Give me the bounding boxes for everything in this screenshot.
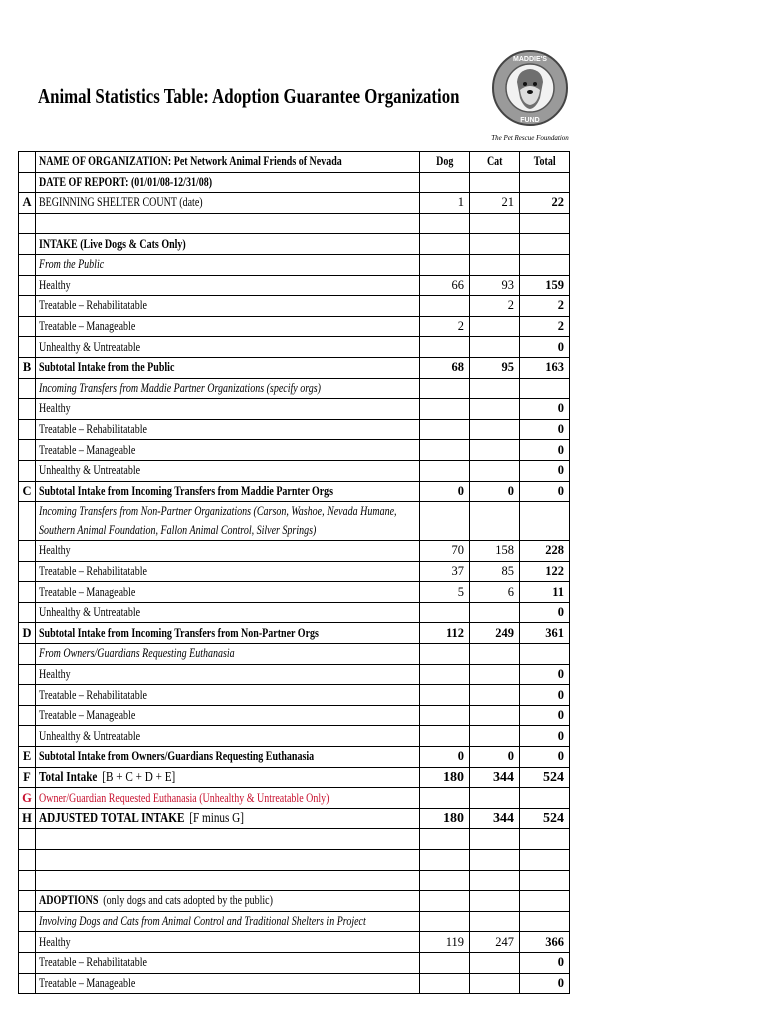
- table-row: [19, 213, 570, 234]
- row-letter: [19, 399, 36, 420]
- row-label: [36, 378, 420, 399]
- cell-dog: [420, 705, 470, 726]
- table-row: [19, 788, 570, 809]
- cell-dog: 119: [420, 932, 470, 953]
- cell-dog: 70: [420, 541, 470, 562]
- cell-cat: [470, 378, 520, 399]
- cell-cat: [470, 213, 520, 234]
- row-label-text: Treatable – Manageable: [39, 975, 136, 990]
- organization-name: NAME OF ORGANIZATION: Pet Network Animal Friends of Nevada: [36, 152, 420, 173]
- cell-total: 0: [520, 705, 570, 726]
- row-label: [36, 337, 420, 358]
- row-label: [36, 788, 420, 809]
- cell-dog: [420, 952, 470, 973]
- cell-dog: 1: [420, 193, 470, 214]
- cell-cat: 2: [470, 296, 520, 317]
- row-label: [36, 891, 420, 912]
- cell-dog: [420, 254, 470, 275]
- column-header-total: Total: [520, 152, 570, 173]
- cell-dog: [420, 829, 470, 850]
- row-label: [36, 850, 420, 871]
- row-label-text: ADJUSTED TOTAL INTAKE: [39, 811, 185, 827]
- row-label-text: Healthy: [39, 277, 71, 292]
- cell-total: 361: [520, 623, 570, 644]
- table-row: [19, 664, 570, 685]
- table-row: [19, 623, 570, 644]
- cell-dog: [420, 296, 470, 317]
- cell-total: [520, 891, 570, 912]
- row-letter: [19, 172, 36, 193]
- cell-total: 0: [520, 337, 570, 358]
- cell-cat: [470, 788, 520, 809]
- cell-total: [520, 911, 570, 932]
- cell-cat: 0: [470, 481, 520, 502]
- cell-cat: [470, 602, 520, 623]
- row-label-text: Treatable – Rehabilitatable: [39, 563, 147, 578]
- cell-dog: [420, 973, 470, 994]
- cell-cat: [470, 891, 520, 912]
- cell-total: 228: [520, 541, 570, 562]
- cell-cat: 6: [470, 582, 520, 603]
- row-letter: [19, 829, 36, 850]
- cell-total: 0: [520, 973, 570, 994]
- row-label-text: Treatable – Rehabilitatable: [39, 298, 147, 313]
- row-label-text: Unhealthy & Untreatable: [39, 728, 141, 743]
- row-label-text: Treatable – Manageable: [39, 708, 136, 723]
- row-label-text: Treatable – Manageable: [39, 442, 136, 457]
- table-row: [19, 502, 570, 541]
- table-row: [19, 747, 570, 768]
- row-label-text: Incoming Transfers from Maddie Partner Organizations (specify orgs): [39, 380, 321, 395]
- table-row: [19, 275, 570, 296]
- table-row: [19, 705, 570, 726]
- row-letter: [19, 337, 36, 358]
- cell-dog: 0: [420, 481, 470, 502]
- row-label-text: Unhealthy & Untreatable: [39, 463, 141, 478]
- cell-dog: [420, 419, 470, 440]
- cell-cat: 249: [470, 623, 520, 644]
- cell-cat: 93: [470, 275, 520, 296]
- row-letter: [19, 440, 36, 461]
- row-label-text: From the Public: [39, 257, 105, 272]
- row-label: [36, 502, 420, 541]
- cell-cat: [470, 234, 520, 255]
- table-row: [19, 399, 570, 420]
- row-letter: [19, 952, 36, 973]
- row-letter: [19, 932, 36, 953]
- row-label-note: (only dogs and cats adopted by the public): [103, 893, 273, 908]
- table-row: [19, 644, 570, 665]
- row-letter: [19, 561, 36, 582]
- row-letter: [19, 664, 36, 685]
- cell-cat: [470, 316, 520, 337]
- cell-cat: 344: [470, 767, 520, 788]
- row-letter: [19, 891, 36, 912]
- logo-tagline: The Pet Rescue Foundation: [491, 134, 569, 142]
- cell-total: [520, 829, 570, 850]
- table-row: [19, 419, 570, 440]
- cell-dog: 112: [420, 623, 470, 644]
- cell-dog: 180: [420, 767, 470, 788]
- row-label: [36, 316, 420, 337]
- row-label-text: Subtotal Intake from the Public: [39, 360, 175, 375]
- row-label: [36, 357, 420, 378]
- table-row: [19, 911, 570, 932]
- cell-cat: 247: [470, 932, 520, 953]
- cell-total: [520, 172, 570, 193]
- cell-dog: [420, 602, 470, 623]
- row-label: [36, 644, 420, 665]
- row-label-note: [F minus G]: [189, 811, 244, 827]
- cell-total: 0: [520, 481, 570, 502]
- cell-cat: [470, 911, 520, 932]
- row-label-text: Treatable – Rehabilitatable: [39, 955, 147, 970]
- cell-cat: [470, 440, 520, 461]
- row-letter: H: [19, 808, 36, 829]
- cell-cat: [470, 337, 520, 358]
- cell-dog: [420, 891, 470, 912]
- row-label-text: BEGINNING SHELTER COUNT (date): [39, 195, 203, 210]
- cell-dog: [420, 172, 470, 193]
- row-label: [36, 399, 420, 420]
- cell-cat: [470, 664, 520, 685]
- cell-cat: [470, 870, 520, 891]
- row-letter: [19, 726, 36, 747]
- cell-dog: 68: [420, 357, 470, 378]
- row-letter: B: [19, 357, 36, 378]
- row-label-text: Involving Dogs and Cats from Animal Control and Traditional Shelters in Project: [39, 914, 366, 929]
- cell-total: 0: [520, 726, 570, 747]
- row-label: [36, 808, 420, 829]
- row-label: [36, 664, 420, 685]
- row-label-text: INTAKE (Live Dogs & Cats Only): [39, 236, 186, 251]
- row-label: [36, 582, 420, 603]
- row-label: [36, 767, 420, 788]
- table-row: [19, 932, 570, 953]
- row-label-text: Healthy: [39, 934, 71, 949]
- row-label-text: Treatable – Rehabilitatable: [39, 687, 147, 702]
- row-letter: [19, 254, 36, 275]
- table-row: [19, 685, 570, 706]
- cell-cat: 158: [470, 541, 520, 562]
- cell-dog: [420, 644, 470, 665]
- maddies-fund-logo: [490, 48, 570, 144]
- row-letter: [19, 911, 36, 932]
- table-row: [19, 602, 570, 623]
- table-header-row: [19, 152, 570, 173]
- row-letter: [19, 602, 36, 623]
- row-letter: [19, 460, 36, 481]
- row-letter: [19, 275, 36, 296]
- row-label: [36, 726, 420, 747]
- table-row: [19, 973, 570, 994]
- row-label: [36, 419, 420, 440]
- cell-total: 2: [520, 296, 570, 317]
- table-row: [19, 952, 570, 973]
- row-label-text: Subtotal Intake from Incoming Transfers from Non-Partner Orgs: [39, 625, 319, 640]
- row-letter: [19, 644, 36, 665]
- row-letter: E: [19, 747, 36, 768]
- table-row: [19, 808, 570, 829]
- row-label: [36, 481, 420, 502]
- table-row: [19, 767, 570, 788]
- cell-dog: [420, 726, 470, 747]
- row-letter: [19, 541, 36, 562]
- row-label-text: Treatable – Manageable: [39, 584, 136, 599]
- cell-dog: [420, 399, 470, 420]
- cell-dog: [420, 911, 470, 932]
- row-label: [36, 911, 420, 932]
- cell-total: [520, 870, 570, 891]
- table-row: [19, 296, 570, 317]
- row-label: [36, 440, 420, 461]
- row-label-text: From Owners/Guardians Requesting Euthanasia: [39, 646, 235, 661]
- row-label-text: Unhealthy & Untreatable: [39, 339, 141, 354]
- cell-total: [520, 644, 570, 665]
- row-label-text: Incoming Transfers from Non-Partner Organizations (Carson, Washoe, Nevada Humane, Southern Animal Foundation, Fallon Animal Control, Silver Springs): [39, 504, 397, 538]
- row-label-text: Treatable – Rehabilitatable: [39, 422, 147, 437]
- table-row: [19, 541, 570, 562]
- page-title: Animal Statistics Table: Adoption Guarantee Organization: [38, 84, 460, 108]
- table-row: [19, 172, 570, 193]
- row-label: [36, 973, 420, 994]
- row-label: [36, 623, 420, 644]
- cell-dog: [420, 664, 470, 685]
- cell-total: [520, 213, 570, 234]
- table-row: [19, 726, 570, 747]
- column-header-cat: Cat: [470, 152, 520, 173]
- row-label: [36, 541, 420, 562]
- cell-cat: [470, 829, 520, 850]
- cell-total: 163: [520, 357, 570, 378]
- cell-dog: 66: [420, 275, 470, 296]
- table-row: [19, 870, 570, 891]
- cell-total: 366: [520, 932, 570, 953]
- row-letter: [19, 296, 36, 317]
- row-label: [36, 460, 420, 481]
- row-letter: [19, 213, 36, 234]
- cell-dog: [420, 213, 470, 234]
- cell-total: [520, 378, 570, 399]
- cell-cat: [470, 644, 520, 665]
- cell-total: 0: [520, 952, 570, 973]
- row-label-text: Treatable – Manageable: [39, 319, 136, 334]
- cell-total: 0: [520, 664, 570, 685]
- cell-dog: [420, 502, 470, 541]
- cell-total: 2: [520, 316, 570, 337]
- row-label: [36, 870, 420, 891]
- cell-total: [520, 254, 570, 275]
- cell-cat: [470, 399, 520, 420]
- cell-total: 0: [520, 685, 570, 706]
- logo-top-text: MADDIE'S: [513, 56, 547, 63]
- cell-total: [520, 502, 570, 541]
- row-label: [36, 747, 420, 768]
- cell-dog: [420, 870, 470, 891]
- cell-dog: [420, 850, 470, 871]
- cell-cat: [470, 419, 520, 440]
- row-label: [36, 829, 420, 850]
- cell-cat: [470, 705, 520, 726]
- cell-dog: 0: [420, 747, 470, 768]
- row-letter: [19, 234, 36, 255]
- row-label-note: [B + C + D + E]: [102, 769, 176, 785]
- cell-total: 0: [520, 602, 570, 623]
- logo-bottom-text: FUND: [520, 117, 540, 124]
- table-row: [19, 316, 570, 337]
- table-row: [19, 357, 570, 378]
- cell-dog: [420, 337, 470, 358]
- cell-cat: [470, 172, 520, 193]
- table-row: [19, 440, 570, 461]
- cell-total: 524: [520, 808, 570, 829]
- row-letter: [19, 378, 36, 399]
- row-letter: [19, 316, 36, 337]
- cell-cat: [470, 254, 520, 275]
- table-row: [19, 582, 570, 603]
- cell-dog: 2: [420, 316, 470, 337]
- cell-cat: 85: [470, 561, 520, 582]
- table-row: [19, 850, 570, 871]
- row-letter: [19, 705, 36, 726]
- cell-total: [520, 788, 570, 809]
- table-row: [19, 829, 570, 850]
- cell-cat: [470, 973, 520, 994]
- row-label: [36, 193, 420, 214]
- cell-total: 0: [520, 399, 570, 420]
- cell-dog: [420, 378, 470, 399]
- animal-statistics-table: [18, 151, 570, 994]
- row-label-text: Healthy: [39, 401, 71, 416]
- row-label: [36, 602, 420, 623]
- cell-total: [520, 850, 570, 871]
- row-label-text: DATE OF REPORT: (01/01/08-12/31/08): [39, 174, 213, 189]
- row-label: [36, 296, 420, 317]
- table-row: [19, 891, 570, 912]
- cell-cat: 344: [470, 808, 520, 829]
- cell-dog: 180: [420, 808, 470, 829]
- table-row: [19, 460, 570, 481]
- cell-total: 0: [520, 440, 570, 461]
- row-label: [36, 685, 420, 706]
- table-row: [19, 561, 570, 582]
- cell-total: 22: [520, 193, 570, 214]
- cell-cat: 21: [470, 193, 520, 214]
- cell-total: 122: [520, 561, 570, 582]
- row-label-text: Owner/Guardian Requested Euthanasia (Unhealthy & Untreatable Only): [39, 790, 330, 805]
- cell-cat: [470, 952, 520, 973]
- cell-total: 0: [520, 460, 570, 481]
- cell-dog: [420, 440, 470, 461]
- row-label: [36, 213, 420, 234]
- cell-total: 0: [520, 747, 570, 768]
- row-label: [36, 275, 420, 296]
- cell-cat: [470, 850, 520, 871]
- table-row: [19, 254, 570, 275]
- cell-dog: [420, 460, 470, 481]
- cell-total: 159: [520, 275, 570, 296]
- row-label-text: Healthy: [39, 666, 71, 681]
- table-row: [19, 234, 570, 255]
- row-letter: A: [19, 193, 36, 214]
- cell-cat: 0: [470, 747, 520, 768]
- row-label: [36, 952, 420, 973]
- row-label-text: Total Intake: [39, 769, 98, 785]
- cell-dog: [420, 788, 470, 809]
- row-label: [36, 705, 420, 726]
- table-row: [19, 481, 570, 502]
- table-row: [19, 378, 570, 399]
- row-label: [36, 172, 420, 193]
- row-letter: [19, 685, 36, 706]
- cell-cat: 95: [470, 357, 520, 378]
- row-label-text: Unhealthy & Untreatable: [39, 605, 141, 620]
- cell-total: 0: [520, 419, 570, 440]
- cell-cat: [470, 460, 520, 481]
- row-label-text: Subtotal Intake from Incoming Transfers from Maddie Parnter Orgs: [39, 483, 334, 498]
- row-letter: [19, 582, 36, 603]
- row-letter: D: [19, 623, 36, 644]
- row-letter: C: [19, 481, 36, 502]
- row-letter: [19, 419, 36, 440]
- row-label-text: Healthy: [39, 543, 71, 558]
- row-label: [36, 561, 420, 582]
- cell-dog: 37: [420, 561, 470, 582]
- row-label-text: Subtotal Intake from Owners/Guardians Requesting Euthanasia: [39, 749, 315, 764]
- table-row: [19, 337, 570, 358]
- row-letter: [19, 870, 36, 891]
- row-label-text: ADOPTIONS: [39, 893, 99, 908]
- row-letter: G: [19, 788, 36, 809]
- cell-total: 11: [520, 582, 570, 603]
- row-label: [36, 234, 420, 255]
- column-header-dog: Dog: [420, 152, 470, 173]
- cell-cat: [470, 726, 520, 747]
- row-letter: F: [19, 767, 36, 788]
- row-letter: [19, 502, 36, 541]
- cell-dog: [420, 234, 470, 255]
- cell-total: [520, 234, 570, 255]
- cell-total: 524: [520, 767, 570, 788]
- table-row: [19, 193, 570, 214]
- row-label: [36, 254, 420, 275]
- row-label: [36, 932, 420, 953]
- cell-dog: 5: [420, 582, 470, 603]
- header-letter-cell: [19, 152, 36, 173]
- cell-cat: [470, 685, 520, 706]
- cell-dog: [420, 685, 470, 706]
- cell-cat: [470, 502, 520, 541]
- row-letter: [19, 973, 36, 994]
- row-letter: [19, 850, 36, 871]
